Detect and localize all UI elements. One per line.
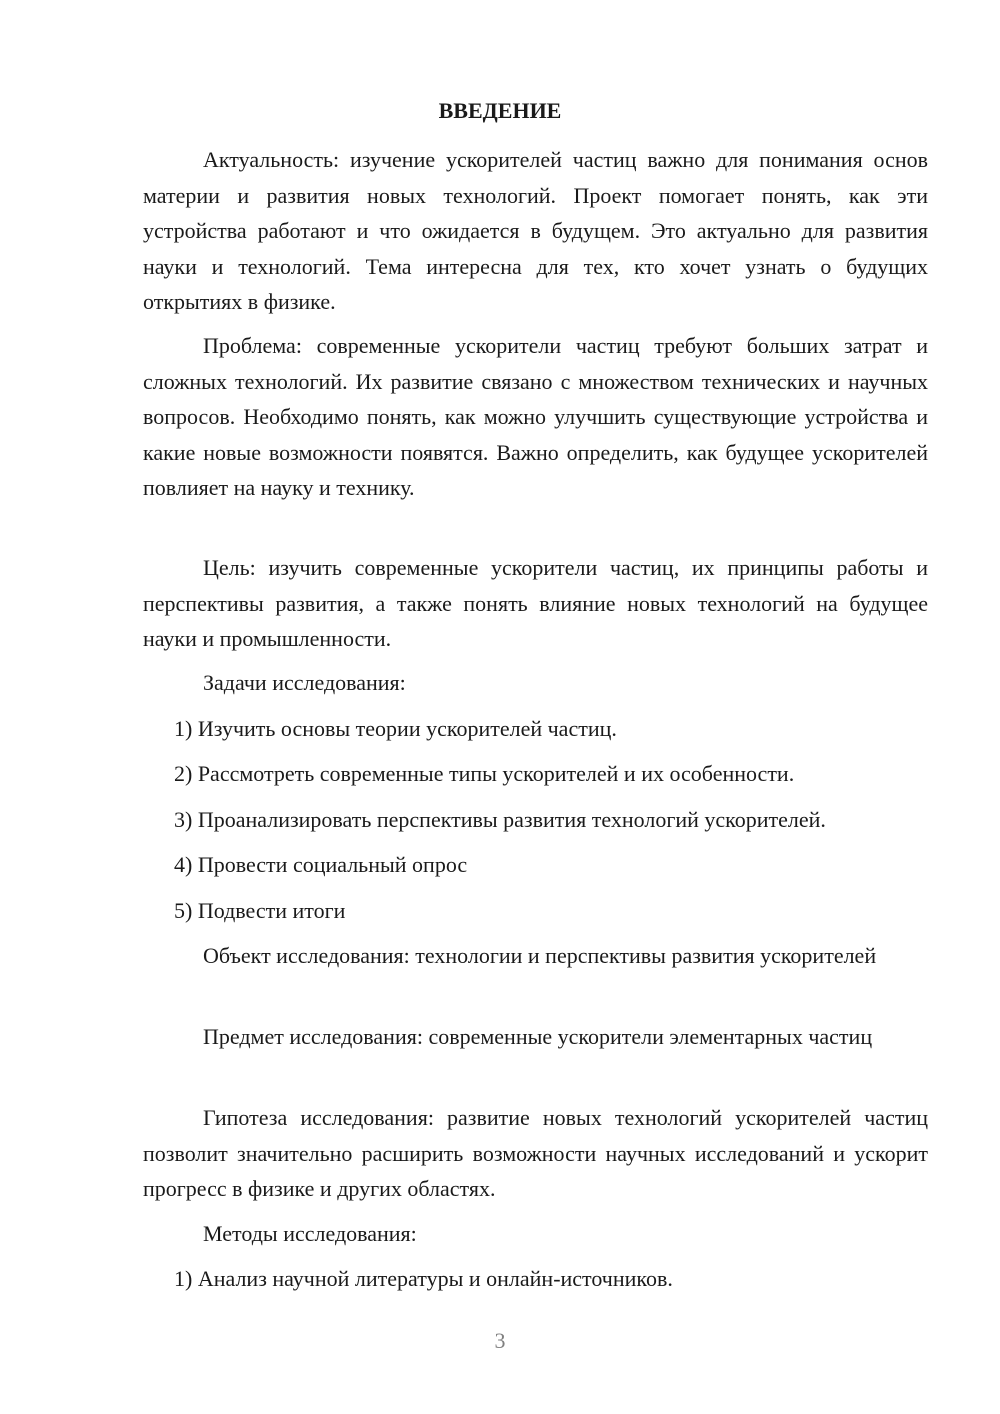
page-number: 3 [494, 1328, 506, 1353]
paragraph-goal: Цель: изучить современные ускорители частиц, их принципы работы и перспективы развития, а также понять влияние новых технологий на будущее науки и промышленности. [143, 555, 928, 651]
task-item-5: 5) Подвести итоги [174, 898, 346, 923]
task-item-4: 4) Провести социальный опрос [174, 852, 468, 877]
task-item-3: 3) Проанализировать перспективы развития технологий ускорителей. [174, 807, 826, 832]
task-item-1: 1) Изучить основы теории ускорителей частиц. [174, 716, 617, 741]
paragraph-problem: Проблема: современные ускорители частиц требуют больших затрат и сложных технологий. Их развитие связано с множеством технических и научных вопросов. Необходимо понять, как можно улучшить существующие устройства и какие новые возможности появятся. Важно определить, как будущее ускорителей повлияет на науку и технику. [143, 333, 928, 500]
method-item-1: 1) Анализ научной литературы и онлайн-источников. [174, 1266, 673, 1291]
paragraph-relevance: Актуальность: изучение ускорителей частиц важно для понимания основ материи и развития новых технологий. Проект помогает понять, как эти устройства работают и что ожидается в будущем. Это актуально для развития науки и технологий. Тема интересна для тех, кто хочет узнать о будущих открытиях в физике. [143, 147, 928, 314]
task-item-2: 2) Рассмотреть современные типы ускорителей и их особенности. [174, 761, 795, 786]
methods-heading: Методы исследования: [203, 1221, 417, 1246]
paragraph-subject: Предмет исследования: современные ускорители элементарных частиц [203, 1024, 873, 1049]
paragraph-hypothesis: Гипотеза исследования: развитие новых технологий ускорителей частиц позволит значительно расширить возможности научных исследований и ускорит прогресс в физике и других областях. [143, 1105, 928, 1201]
page-title: ВВЕДЕНИЕ [438, 98, 562, 123]
tasks-heading: Задачи исследования: [203, 670, 406, 695]
paragraph-object: Объект исследования: технологии и перспективы развития ускорителей [203, 943, 877, 968]
